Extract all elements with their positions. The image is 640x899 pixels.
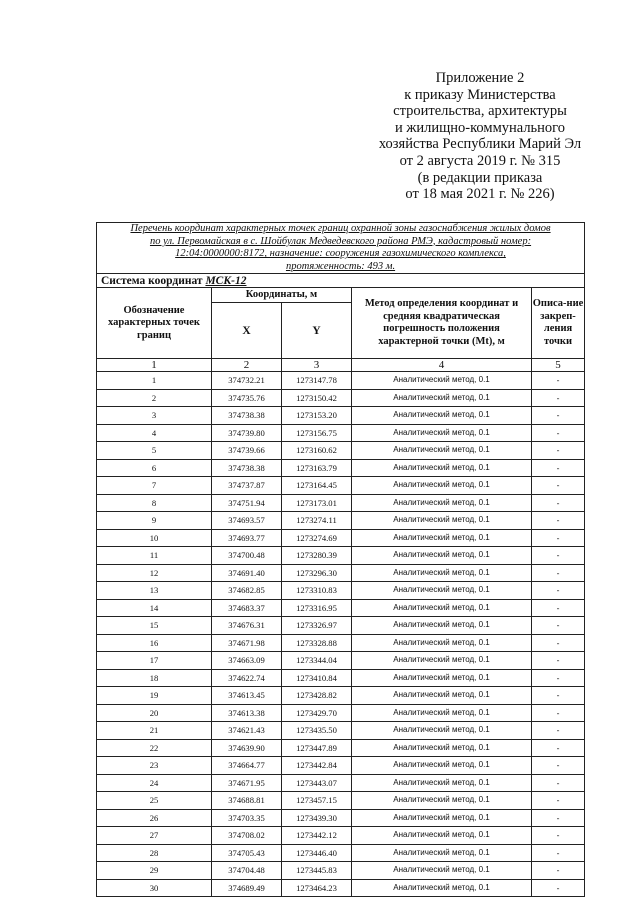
- y-coordinate: 1273326.97: [282, 617, 352, 635]
- y-coordinate: 1273435.50: [282, 722, 352, 740]
- x-coordinate: 374682.85: [212, 582, 282, 600]
- header-line: от 18 мая 2021 г. № 226): [405, 186, 555, 203]
- description-cell: -: [532, 862, 585, 880]
- method-cell: Аналитический метод, 0.1: [352, 389, 532, 407]
- point-number: 23: [97, 757, 212, 775]
- y-coordinate: 1273344.04: [282, 652, 352, 670]
- method-cell: Аналитический метод, 0.1: [352, 372, 532, 390]
- table-row: [97, 547, 585, 565]
- point-number: 5: [97, 442, 212, 460]
- table-row: [97, 792, 585, 810]
- point-number: 24: [97, 774, 212, 792]
- y-coordinate: 1273443.07: [282, 774, 352, 792]
- table-row: [97, 634, 585, 652]
- table-row: [97, 564, 585, 582]
- x-coordinate: 374735.76: [212, 389, 282, 407]
- description-cell: -: [532, 407, 585, 425]
- table-row: [97, 407, 585, 425]
- point-number: 30: [97, 879, 212, 897]
- table-row: [97, 757, 585, 775]
- point-number: 12: [97, 564, 212, 582]
- x-coordinate: 374732.21: [212, 372, 282, 390]
- caption-line: протяженность: 493 м.: [285, 260, 396, 272]
- method-cell: Аналитический метод, 0.1: [352, 774, 532, 792]
- method-cell: Аналитический метод, 0.1: [352, 582, 532, 600]
- table-row: [97, 529, 585, 547]
- table-row: [97, 617, 585, 635]
- y-coordinate: 1273445.83: [282, 862, 352, 880]
- header-line: от 2 августа 2019 г. № 315: [399, 152, 561, 169]
- point-number: 17: [97, 652, 212, 670]
- method-cell: Аналитический метод, 0.1: [352, 792, 532, 810]
- method-cell: Аналитический метод, 0.1: [352, 617, 532, 635]
- description-cell: -: [532, 564, 585, 582]
- table-row: [97, 599, 585, 617]
- table-row: [97, 879, 585, 897]
- method-cell: Аналитический метод, 0.1: [352, 529, 532, 547]
- table-row: [97, 827, 585, 845]
- header-designation: Обозначение характерных точек границ: [97, 288, 212, 359]
- point-number: 1: [97, 372, 212, 390]
- appendix-header: [355, 70, 605, 203]
- description-cell: -: [532, 669, 585, 687]
- header-method: Метод определения координат и средняя квадратическая погрешность положения характерной точки (Mt), м: [352, 288, 532, 359]
- x-coordinate: 374621.43: [212, 722, 282, 740]
- x-coordinate: 374738.38: [212, 459, 282, 477]
- description-cell: -: [532, 774, 585, 792]
- table-row: [97, 739, 585, 757]
- y-coordinate: 1273153.20: [282, 407, 352, 425]
- y-coordinate: 1273163.79: [282, 459, 352, 477]
- table-row: [97, 512, 585, 530]
- header-x: X: [212, 303, 282, 359]
- point-number: 7: [97, 477, 212, 495]
- column-number: 4: [352, 359, 532, 372]
- description-cell: -: [532, 722, 585, 740]
- x-coordinate: 374739.66: [212, 442, 282, 460]
- description-cell: -: [532, 582, 585, 600]
- point-number: 25: [97, 792, 212, 810]
- description-cell: -: [532, 792, 585, 810]
- y-coordinate: 1273296.30: [282, 564, 352, 582]
- table-row: [97, 494, 585, 512]
- table-row: [97, 687, 585, 705]
- x-coordinate: 374751.94: [212, 494, 282, 512]
- method-cell: Аналитический метод, 0.1: [352, 494, 532, 512]
- x-coordinate: 374708.02: [212, 827, 282, 845]
- y-coordinate: 1273328.88: [282, 634, 352, 652]
- description-cell: -: [532, 599, 585, 617]
- method-cell: Аналитический метод, 0.1: [352, 407, 532, 425]
- y-coordinate: 1273439.30: [282, 809, 352, 827]
- table-row: [97, 722, 585, 740]
- y-coordinate: 1273147.78: [282, 372, 352, 390]
- y-coordinate: 1273164.45: [282, 477, 352, 495]
- point-number: 3: [97, 407, 212, 425]
- method-cell: Аналитический метод, 0.1: [352, 739, 532, 757]
- table-row: [97, 844, 585, 862]
- description-cell: -: [532, 389, 585, 407]
- header-y: Y: [282, 303, 352, 359]
- x-coordinate: 374693.57: [212, 512, 282, 530]
- description-cell: -: [532, 547, 585, 565]
- method-cell: Аналитический метод, 0.1: [352, 599, 532, 617]
- description-cell: -: [532, 477, 585, 495]
- y-coordinate: 1273457.15: [282, 792, 352, 810]
- description-cell: -: [532, 844, 585, 862]
- x-coordinate: 374739.80: [212, 424, 282, 442]
- x-coordinate: 374693.77: [212, 529, 282, 547]
- y-coordinate: 1273310.83: [282, 582, 352, 600]
- point-number: 14: [97, 599, 212, 617]
- table-row: [97, 442, 585, 460]
- method-cell: Аналитический метод, 0.1: [352, 442, 532, 460]
- y-coordinate: 1273442.12: [282, 827, 352, 845]
- x-coordinate: 374613.38: [212, 704, 282, 722]
- table-body: [97, 372, 585, 897]
- y-coordinate: 1273173.01: [282, 494, 352, 512]
- method-cell: Аналитический метод, 0.1: [352, 634, 532, 652]
- x-coordinate: 374664.77: [212, 757, 282, 775]
- header-line: и жилищно-коммунального: [394, 119, 566, 136]
- point-number: 11: [97, 547, 212, 565]
- method-cell: Аналитический метод, 0.1: [352, 477, 532, 495]
- header-line: к приказу Министерства: [404, 86, 556, 103]
- x-coordinate: 374671.95: [212, 774, 282, 792]
- point-number: 8: [97, 494, 212, 512]
- x-coordinate: 374704.48: [212, 862, 282, 880]
- x-coordinate: 374676.31: [212, 617, 282, 635]
- x-coordinate: 374671.98: [212, 634, 282, 652]
- description-cell: -: [532, 809, 585, 827]
- point-number: 20: [97, 704, 212, 722]
- method-cell: Аналитический метод, 0.1: [352, 879, 532, 897]
- description-cell: -: [532, 757, 585, 775]
- y-coordinate: 1273464.23: [282, 879, 352, 897]
- table-row: [97, 774, 585, 792]
- header-coordinates: Координаты, м: [212, 288, 352, 303]
- method-cell: Аналитический метод, 0.1: [352, 827, 532, 845]
- method-cell: Аналитический метод, 0.1: [352, 512, 532, 530]
- point-number: 27: [97, 827, 212, 845]
- x-coordinate: 374683.37: [212, 599, 282, 617]
- caption-line: 12:04:0000000:8172, назначение: сооружения газохимического комплекса,: [175, 248, 506, 260]
- y-coordinate: 1273156.75: [282, 424, 352, 442]
- x-coordinate: 374691.40: [212, 564, 282, 582]
- point-number: 4: [97, 424, 212, 442]
- description-cell: -: [532, 687, 585, 705]
- method-cell: Аналитический метод, 0.1: [352, 862, 532, 880]
- x-coordinate: 374639.90: [212, 739, 282, 757]
- point-number: 13: [97, 582, 212, 600]
- caption-line: Перечень координат характерных точек границ охранной зоны газоснабжения жилых домов: [130, 223, 551, 234]
- point-number: 16: [97, 634, 212, 652]
- y-coordinate: 1273410.84: [282, 669, 352, 687]
- header-line: строительства, архитектуры: [393, 103, 567, 120]
- table-row: [97, 372, 585, 390]
- description-cell: -: [532, 617, 585, 635]
- coordinate-system-label: Система координат: [101, 274, 206, 287]
- header-line: (в редакции приказа: [417, 169, 543, 186]
- x-coordinate: 374622.74: [212, 669, 282, 687]
- description-cell: -: [532, 424, 585, 442]
- y-coordinate: 1273150.42: [282, 389, 352, 407]
- table-row: [97, 424, 585, 442]
- header-description: Описа-ние закреп-ления точки: [532, 288, 585, 359]
- description-cell: -: [532, 704, 585, 722]
- header-line: Приложение 2: [435, 70, 525, 86]
- method-cell: Аналитический метод, 0.1: [352, 757, 532, 775]
- y-coordinate: 1273429.70: [282, 704, 352, 722]
- x-coordinate: 374700.48: [212, 547, 282, 565]
- description-cell: -: [532, 372, 585, 390]
- table-row: [97, 477, 585, 495]
- method-cell: Аналитический метод, 0.1: [352, 722, 532, 740]
- caption-line: по ул. Первомайская в с. Шойбулак Медведевского района РМЭ, кадастровый номер:: [149, 235, 532, 247]
- point-number: 18: [97, 669, 212, 687]
- x-coordinate: 374705.43: [212, 844, 282, 862]
- description-cell: -: [532, 529, 585, 547]
- y-coordinate: 1273447.89: [282, 739, 352, 757]
- column-number: 5: [532, 359, 585, 372]
- method-cell: Аналитический метод, 0.1: [352, 844, 532, 862]
- coordinate-system-value: МСК-12: [205, 274, 247, 287]
- point-number: 29: [97, 862, 212, 880]
- table-row: [97, 582, 585, 600]
- description-cell: -: [532, 459, 585, 477]
- table-row: [97, 704, 585, 722]
- coordinates-table: [96, 222, 585, 897]
- table-row: [97, 652, 585, 670]
- description-cell: -: [532, 827, 585, 845]
- point-number: 2: [97, 389, 212, 407]
- point-number: 9: [97, 512, 212, 530]
- y-coordinate: 1273428.82: [282, 687, 352, 705]
- y-coordinate: 1273274.11: [282, 512, 352, 530]
- method-cell: Аналитический метод, 0.1: [352, 669, 532, 687]
- x-coordinate: 374738.38: [212, 407, 282, 425]
- column-number-row: [97, 359, 585, 372]
- point-number: 6: [97, 459, 212, 477]
- description-cell: -: [532, 634, 585, 652]
- coordinate-system: [97, 274, 585, 288]
- method-cell: Аналитический метод, 0.1: [352, 704, 532, 722]
- point-number: 21: [97, 722, 212, 740]
- x-coordinate: 374689.49: [212, 879, 282, 897]
- table-row: [97, 809, 585, 827]
- table-row: [97, 389, 585, 407]
- description-cell: -: [532, 494, 585, 512]
- table-row: [97, 862, 585, 880]
- method-cell: Аналитический метод, 0.1: [352, 687, 532, 705]
- method-cell: Аналитический метод, 0.1: [352, 652, 532, 670]
- method-cell: Аналитический метод, 0.1: [352, 809, 532, 827]
- y-coordinate: 1273160.62: [282, 442, 352, 460]
- description-cell: -: [532, 442, 585, 460]
- y-coordinate: 1273446.40: [282, 844, 352, 862]
- point-number: 19: [97, 687, 212, 705]
- point-number: 15: [97, 617, 212, 635]
- point-number: 28: [97, 844, 212, 862]
- description-cell: -: [532, 652, 585, 670]
- method-cell: Аналитический метод, 0.1: [352, 547, 532, 565]
- y-coordinate: 1273280.39: [282, 547, 352, 565]
- table-row: [97, 669, 585, 687]
- y-coordinate: 1273316.95: [282, 599, 352, 617]
- description-cell: -: [532, 512, 585, 530]
- x-coordinate: 374688.81: [212, 792, 282, 810]
- x-coordinate: 374613.45: [212, 687, 282, 705]
- table-row: [97, 459, 585, 477]
- description-cell: -: [532, 739, 585, 757]
- method-cell: Аналитический метод, 0.1: [352, 424, 532, 442]
- x-coordinate: 374737.87: [212, 477, 282, 495]
- header-line: хозяйства Республики Марий Эл: [378, 136, 582, 153]
- y-coordinate: 1273274.69: [282, 529, 352, 547]
- column-number: 1: [97, 359, 212, 372]
- y-coordinate: 1273442.84: [282, 757, 352, 775]
- x-coordinate: 374663.09: [212, 652, 282, 670]
- column-number: 2: [212, 359, 282, 372]
- method-cell: Аналитический метод, 0.1: [352, 459, 532, 477]
- table-caption: [97, 223, 585, 274]
- point-number: 22: [97, 739, 212, 757]
- point-number: 26: [97, 809, 212, 827]
- description-cell: -: [532, 879, 585, 897]
- x-coordinate: 374703.35: [212, 809, 282, 827]
- point-number: 10: [97, 529, 212, 547]
- column-number: 3: [282, 359, 352, 372]
- method-cell: Аналитический метод, 0.1: [352, 564, 532, 582]
